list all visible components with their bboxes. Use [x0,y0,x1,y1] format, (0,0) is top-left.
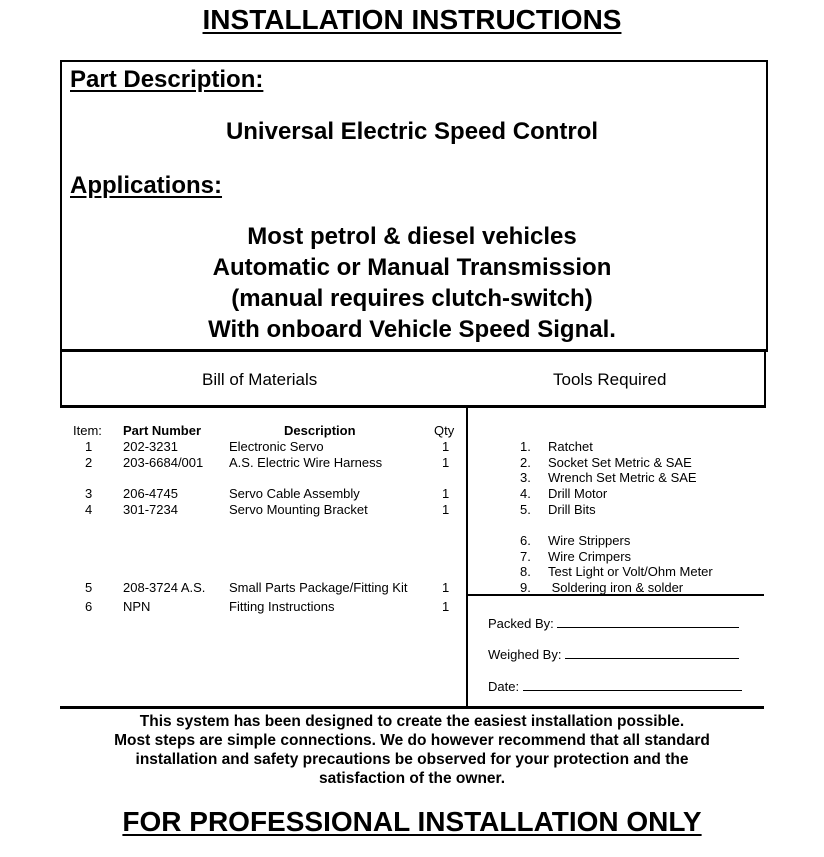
bom-item: 5 [85,580,93,595]
tool-number: 3. [520,470,531,485]
weighed-by-field [488,646,739,662]
bom-item: 3 [85,486,93,501]
packed-by-label: Packed By: [488,616,554,631]
bom-col-description: Description [284,423,356,438]
notice-line: Most steps are simple connections. We do however recommend that all standard [114,732,710,749]
weighed-by-label: Weighed By: [488,647,562,662]
bom-description: Small Parts Package/Fitting Kit [229,580,408,595]
bom-qty: 1 [442,486,450,501]
tool-number: 4. [520,486,531,501]
tool-number: 9. [520,580,531,595]
bottom-divider [60,706,764,709]
date-label: Date: [488,679,520,694]
bom-qty: 1 [442,580,450,595]
application-line: Most petrol & diesel vehicles [247,223,577,250]
bom-part-number: 202-3231 [123,439,178,454]
bom-qty: 1 [442,502,450,517]
bom-col-qty: Qty [434,423,455,438]
bom-item: 1 [85,439,93,454]
bom-part-number: NPN [123,599,151,614]
document-title: INSTALLATION INSTRUCTIONS [202,4,622,35]
tool-name: Drill Motor [548,486,608,501]
tool-number: 1. [520,439,531,454]
tool-name: Socket Set Metric & SAE [548,455,692,470]
professional-installation-footer: FOR PROFESSIONAL INSTALLATION ONLY [122,806,702,837]
application-line: Automatic or Manual Transmission [212,254,612,281]
bom-qty: 1 [442,599,450,614]
bom-description: Fitting Instructions [229,599,335,614]
tool-number: 6. [520,533,531,548]
bom-part-number: 203-6684/001 [123,455,204,470]
packed-by-line [557,615,739,628]
tool-number: 8. [520,564,531,579]
bom-qty: 1 [442,455,450,470]
bom-col-part-number: Part Number [123,423,202,438]
bom-part-number: 206-4745 [123,486,178,501]
tool-name: Test Light or Volt/Ohm Meter [548,564,713,579]
tool-name: Ratchet [548,439,593,454]
part-description-value: Universal Electric Speed Control [225,118,599,145]
tool-name: Wrench Set Metric & SAE [548,470,697,485]
application-line: With onboard Vehicle Speed Signal. [208,316,616,343]
tools-required-heading: Tools Required [553,370,667,389]
column-divider [466,405,468,709]
part-description-label: Part Description: [70,66,264,93]
installation-notice [0,712,824,788]
notice-line: This system has been designed to create the easiest installation possible. [139,713,685,730]
tool-name: Wire Crimpers [548,549,632,564]
tool-number: 7. [520,549,531,564]
bom-part-number: 208-3724 A.S. [123,580,206,595]
notice-line: installation and safety precautions be observed for your protection and the [135,751,689,768]
notice-line: satisfaction of the owner. [318,770,506,787]
tool-name: Soldering iron & solder [548,580,684,595]
bom-col-item: Item: [73,423,102,438]
date-line [523,678,742,691]
tool-number: 5. [520,502,531,517]
packed-by-field [488,615,739,631]
bom-description: Servo Mounting Bracket [229,502,368,517]
date-field [488,678,742,694]
bill-of-materials-heading: Bill of Materials [202,370,318,389]
bom-part-number: 301-7234 [123,502,178,517]
tool-number: 2. [520,455,531,470]
bom-item: 4 [85,502,93,517]
tool-name: Drill Bits [548,502,596,517]
bom-description: Electronic Servo [229,439,324,454]
bom-qty: 1 [442,439,450,454]
bom-item: 6 [85,599,93,614]
bom-description: Servo Cable Assembly [229,486,360,501]
weighed-by-line [565,646,739,659]
bom-description: A.S. Electric Wire Harness [229,455,383,470]
applications-label: Applications: [70,172,223,199]
bom-item: 2 [85,455,93,470]
application-line: (manual requires clutch-switch) [231,285,593,312]
tool-name: Wire Strippers [548,533,631,548]
